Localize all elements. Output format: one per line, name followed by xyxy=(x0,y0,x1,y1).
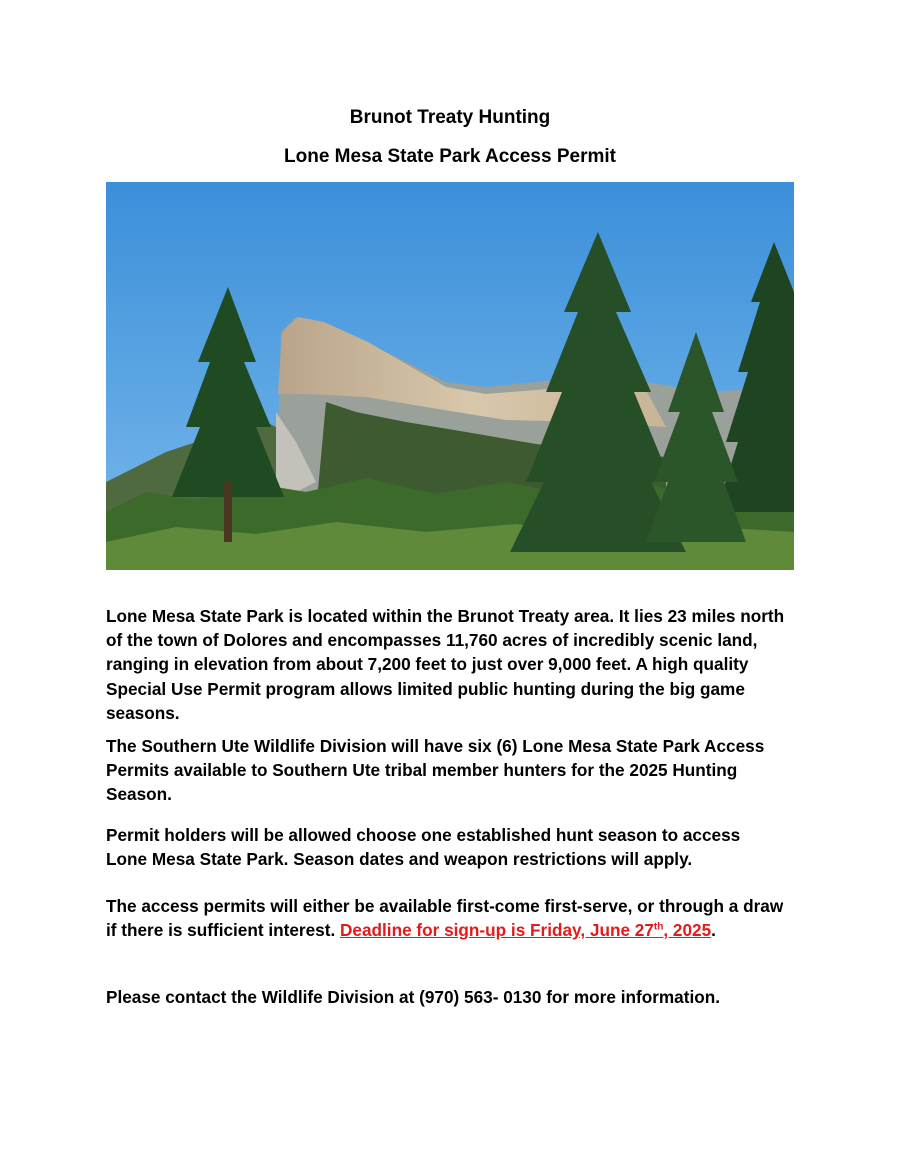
landscape-photo xyxy=(106,182,794,570)
deadline-year: , 2025 xyxy=(663,920,712,941)
signup-paragraph xyxy=(106,894,786,942)
signup-end: . xyxy=(711,920,716,941)
signup-text: The access permits will either be available first-come first-serve, or through a draw if there is sufficient interest. xyxy=(106,896,784,941)
deadline-ordinal: th xyxy=(653,921,664,933)
availability-paragraph: The Southern Ute Wildlife Division will have six (6) Lone Mesa State Park Access Permits available to Southern Ute tribal member hunters for the 2025 Hunting Season. xyxy=(106,736,765,805)
deadline-text xyxy=(340,920,711,940)
intro-paragraph: Lone Mesa State Park is located within the Brunot Treaty area. It lies 23 miles north of the town of Dolores and encompasses 11,760 acres of incredibly scenic land, ranging in elevation from about 7,200 feet to just over 9,000 feet. A high quality Special Use Permit program allows limited public hunting during the big game seasons. xyxy=(106,606,785,723)
page-subtitle: Lone Mesa State Park Access Permit xyxy=(284,146,616,167)
contact-paragraph: Please contact the Wildlife Division at (970) 563- 0130 for more information. xyxy=(106,987,720,1007)
page-title: Brunot Treaty Hunting xyxy=(349,107,551,128)
deadline-main: Deadline for sign-up is Friday, June 27 xyxy=(340,920,654,941)
season-paragraph: Permit holders will be allowed choose one established hunt season to access Lone Mesa State Park. Season dates and weapon restrictions will apply. xyxy=(106,825,741,870)
